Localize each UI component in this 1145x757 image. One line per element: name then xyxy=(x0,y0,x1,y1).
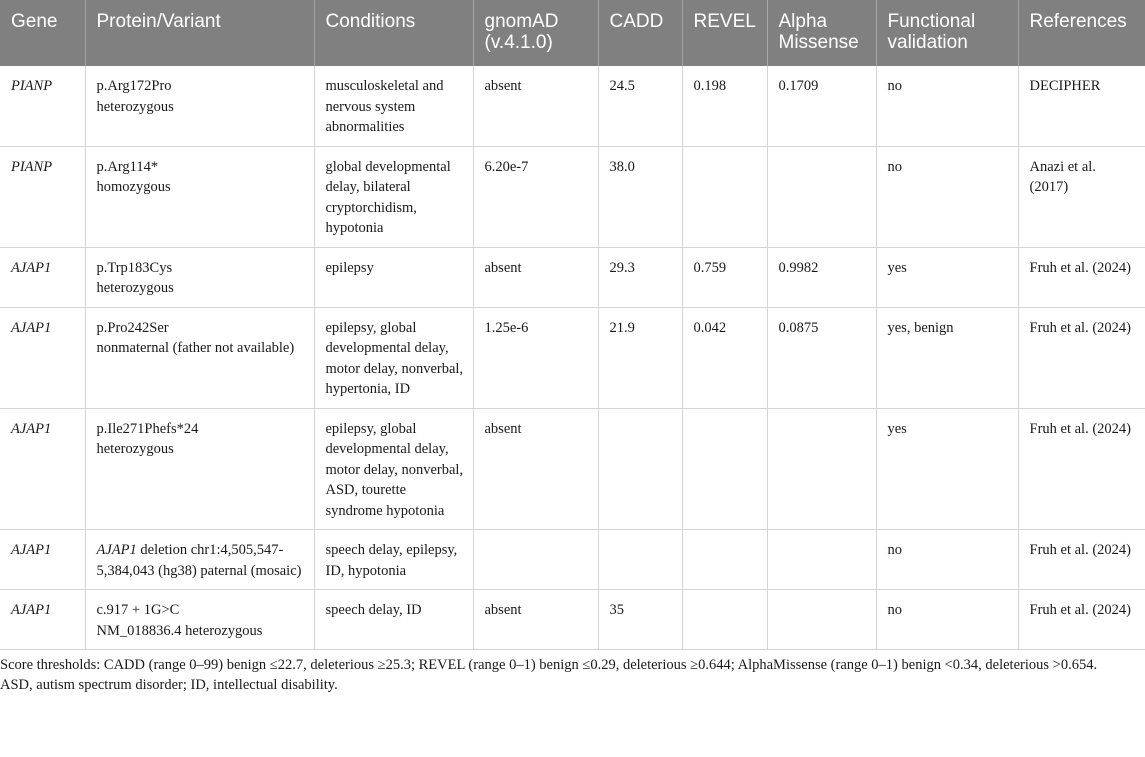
cell-cadd: 21.9 xyxy=(598,307,682,408)
table-row xyxy=(0,66,1145,146)
table-body xyxy=(0,66,1145,650)
variant-text: deletion chr1:4,505,547-5,384,043 (hg38) paternal (mosaic) xyxy=(96,542,302,579)
cell-reference: Anazi et al. (2017) xyxy=(1018,146,1145,247)
cell-protein-variant xyxy=(85,66,314,146)
cell-conditions: speech delay, epilepsy, ID, hypotonia xyxy=(314,530,473,590)
variant-line: heterozygous xyxy=(96,280,174,296)
variant-gene-prefix: AJAP1 xyxy=(96,542,137,558)
cell-revel: 0.042 xyxy=(682,307,767,408)
cell-functional-validation: no xyxy=(876,530,1018,590)
col-header-protein-variant: Protein/Variant xyxy=(85,0,314,66)
variant-line: NM_018836.4 heterozygous xyxy=(96,622,263,639)
cell-gene: PIANP xyxy=(0,66,85,146)
cell-functional-validation: yes, benign xyxy=(876,307,1018,408)
cell-revel: 0.759 xyxy=(682,247,767,307)
col-header-functional-validation: Functional validation xyxy=(876,0,1018,66)
cell-gnomad: 1.25e-6 xyxy=(473,307,598,408)
variant-line: p.Arg114* xyxy=(96,158,159,175)
cell-alphamissense: 0.9982 xyxy=(767,247,876,307)
table-row xyxy=(0,590,1145,650)
cell-reference: Fruh et al. (2024) xyxy=(1018,530,1145,590)
cell-revel: 0.198 xyxy=(682,66,767,146)
variant-line: p.Ile271Phefs*24 xyxy=(96,420,199,437)
cell-functional-validation: no xyxy=(876,66,1018,146)
cell-gnomad xyxy=(473,530,598,590)
table-row xyxy=(0,247,1145,307)
variant-line: c.917 + 1G>C xyxy=(96,602,180,618)
cell-cadd: 24.5 xyxy=(598,66,682,146)
cell-conditions: epilepsy xyxy=(314,247,473,307)
cell-gnomad: absent xyxy=(473,408,598,530)
cell-functional-validation: yes xyxy=(876,408,1018,530)
cell-cadd xyxy=(598,408,682,530)
cell-protein-variant xyxy=(85,530,314,590)
table-row xyxy=(0,307,1145,408)
variant-line: heterozygous xyxy=(96,98,174,115)
col-header-alphamissense: Alpha Missense xyxy=(767,0,876,66)
cell-alphamissense: 0.1709 xyxy=(767,66,876,146)
cell-revel xyxy=(682,408,767,530)
cell-gene: AJAP1 xyxy=(0,590,85,650)
cell-alphamissense xyxy=(767,590,876,650)
variant-line: p.Arg172Pro xyxy=(96,78,172,94)
cell-reference: Fruh et al. (2024) xyxy=(1018,247,1145,307)
table-header xyxy=(0,0,1145,66)
variant-line: p.Trp183Cys xyxy=(96,259,173,276)
cell-alphamissense xyxy=(767,146,876,247)
cell-alphamissense xyxy=(767,530,876,590)
cell-alphamissense: 0.0875 xyxy=(767,307,876,408)
cell-gnomad: absent xyxy=(473,590,598,650)
col-header-conditions: Conditions xyxy=(314,0,473,66)
cell-alphamissense xyxy=(767,408,876,530)
col-header-gene: Gene xyxy=(11,11,58,32)
cell-protein-variant xyxy=(85,146,314,247)
cell-protein-variant xyxy=(85,247,314,307)
cell-conditions: musculoskeletal and nervous system abnormalities xyxy=(314,66,473,146)
cell-reference: Fruh et al. (2024) xyxy=(1018,307,1145,408)
cell-revel xyxy=(682,530,767,590)
cell-conditions: epilepsy, global developmental delay, motor delay, nonverbal, hypertonia, ID xyxy=(314,307,473,408)
cell-reference: Fruh et al. (2024) xyxy=(1018,408,1145,530)
cell-gene: PIANP xyxy=(0,146,85,247)
cell-revel xyxy=(682,590,767,650)
variant-line: nonmaternal (father not available) xyxy=(96,340,295,356)
cell-gene: AJAP1 xyxy=(0,408,85,530)
table-footnote: Score thresholds: CADD (range 0–99) benign ≤22.7, deleterious ≥25.3; REVEL (range 0–1) benign ≤0.29, deleterious ≥0.644; AlphaMissense (range 0–1) benign <0.34, deleterious >0.654. ASD, autism spectrum disorder; ID, intellectual disability. xyxy=(0,657,1098,693)
col-header-gnomad: gnomAD (v.4.1.0) xyxy=(473,0,598,66)
cell-cadd: 29.3 xyxy=(598,247,682,307)
cell-gnomad: absent xyxy=(473,66,598,146)
cell-reference: Fruh et al. (2024) xyxy=(1018,590,1145,650)
variant-line: homozygous xyxy=(96,179,171,195)
cell-gene: AJAP1 xyxy=(0,247,85,307)
cell-gene: AJAP1 xyxy=(0,530,85,590)
col-header-cadd: CADD xyxy=(598,0,682,66)
variant-line: p.Pro242Ser xyxy=(96,319,169,336)
cell-gnomad: 6.20e-7 xyxy=(473,146,598,247)
col-header-revel: REVEL xyxy=(682,0,767,66)
cell-reference: DECIPHER xyxy=(1018,66,1145,146)
cell-conditions: epilepsy, global developmental delay, motor delay, nonverbal, ASD, tourette syndrome hypotonia xyxy=(314,408,473,530)
cell-protein-variant xyxy=(85,590,314,650)
cell-cadd xyxy=(598,530,682,590)
cell-functional-validation: yes xyxy=(876,247,1018,307)
header-row xyxy=(0,0,1145,66)
table-row xyxy=(0,408,1145,530)
cell-conditions: speech delay, ID xyxy=(314,590,473,650)
cell-conditions: global developmental delay, bilateral cryptorchidism, hypotonia xyxy=(314,146,473,247)
cell-functional-validation: no xyxy=(876,146,1018,247)
cell-cadd: 38.0 xyxy=(598,146,682,247)
cell-functional-validation: no xyxy=(876,590,1018,650)
table-row xyxy=(0,146,1145,247)
cell-protein-variant xyxy=(85,307,314,408)
cell-cadd: 35 xyxy=(598,590,682,650)
table-row xyxy=(0,530,1145,590)
variant-line: heterozygous xyxy=(96,441,174,457)
cell-protein-variant xyxy=(85,408,314,530)
col-header-references: References xyxy=(1018,0,1145,66)
cell-revel xyxy=(682,146,767,247)
cell-gene: AJAP1 xyxy=(0,307,85,408)
cell-gnomad: absent xyxy=(473,247,598,307)
